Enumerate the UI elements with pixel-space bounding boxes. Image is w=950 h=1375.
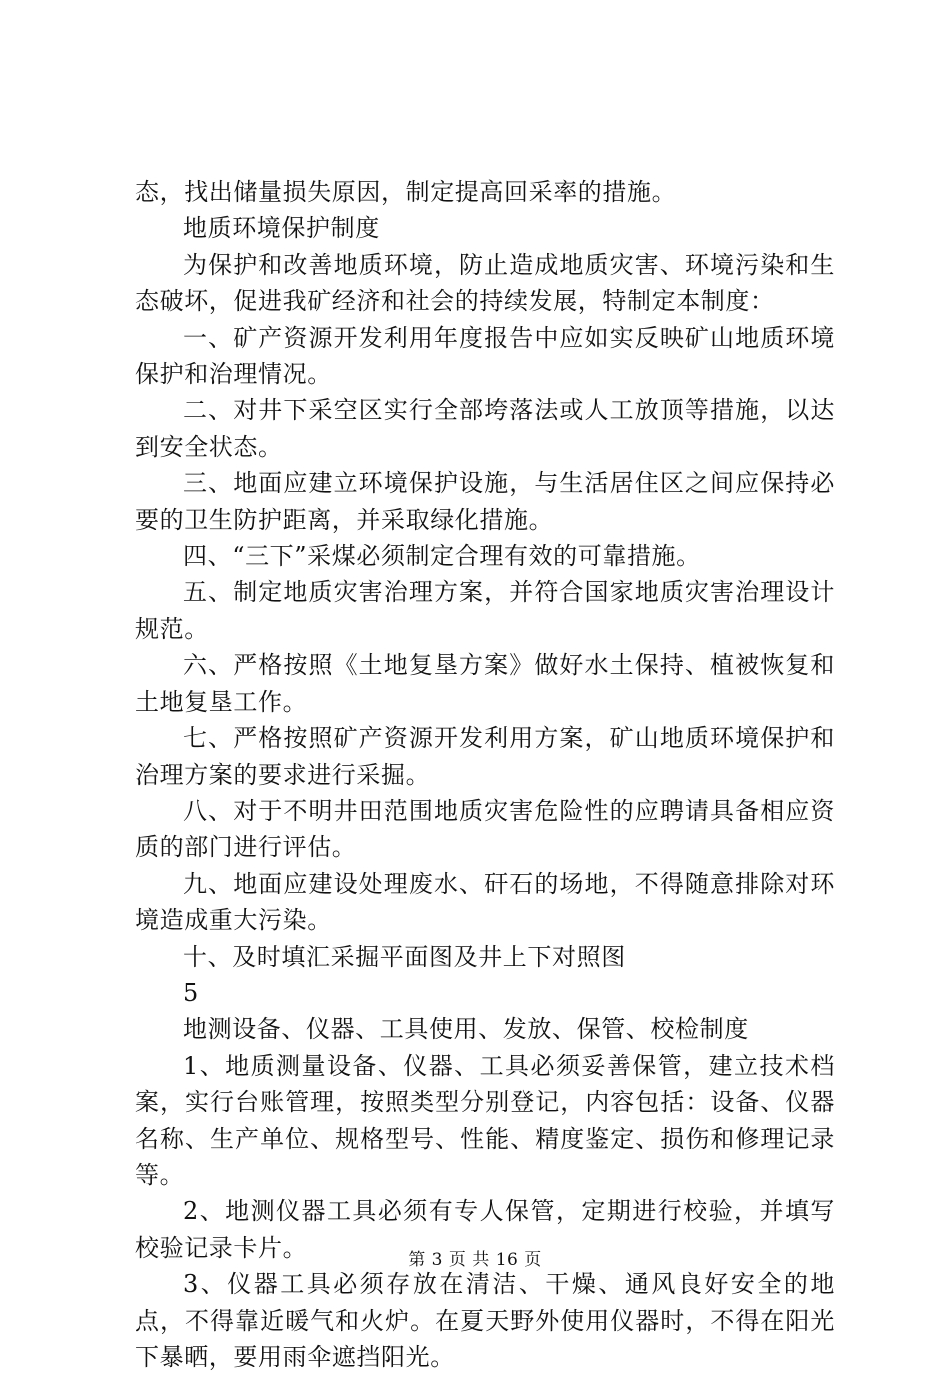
- list-item-10: 十、及时填汇采掘平面图及井上下对照图: [183, 942, 626, 971]
- rule-item-3: 3、仪器工具必须存放在清洁、干燥、通风良好安全的地点，不得靠近暖气和火炉。在夏天野外使用仪器时，不得在阳光下暴晒，要用雨伞遮挡阳光。: [135, 1270, 835, 1371]
- paragraph-intro: 为保护和改善地质环境，防止造成地质灾害、环境污染和生态破坏，促进我矿经济和社会的持续发展，特制定本制度：: [135, 250, 835, 316]
- list-item-2: 二、对井下采空区实行全部垮落法或人工放顶等措施，以达到安全状态。: [135, 396, 835, 461]
- section-heading-instruments: 地测设备、仪器、工具使用、发放、保管、校检制度: [183, 1015, 749, 1044]
- list-item-4: 四、“三下”采煤必须制定合理有效的可靠措施。: [183, 542, 701, 571]
- body-text: [135, 174, 835, 1375]
- section-number: 5: [183, 978, 199, 1007]
- list-item-8: 八、对于不明井田范围地质灾害危险性的应聘请具备相应资质的部门进行评估。: [135, 796, 835, 862]
- page-footer: 第 3 页 共 16 页: [408, 1250, 542, 1270]
- list-item-6: 六、严格按照《土地复垦方案》做好水土保持、植被恢复和土地复垦工作。: [135, 651, 835, 716]
- list-item-9: 九、地面应建设处理废水、矸石的场地，不得随意排除对环境造成重大污染。: [135, 869, 835, 935]
- list-item-1: 一、矿产资源开发利用年度报告中应如实反映矿山地质环境保护和治理情况。: [135, 323, 835, 389]
- section-heading-geo-environment: 地质环境保护制度: [183, 214, 380, 243]
- list-item-5: 五、制定地质灾害治理方案，并符合国家地质灾害治理设计规范。: [135, 578, 835, 643]
- list-item-7: 七、严格按照矿产资源开发利用方案，矿山地质环境保护和治理方案的要求进行采掘。: [135, 724, 835, 789]
- list-item-3: 三、地面应建立环境保护设施，与生活居住区之间应保持必要的卫生防护距离，并采取绿化措施。: [135, 469, 835, 534]
- rule-item-2: 2、地测仪器工具必须有专人保管，定期进行校验，并填写校验记录卡片。: [135, 1197, 835, 1262]
- paragraph-continuation: 态，找出储量损失原因，制定提高回采率的措施。: [135, 178, 677, 206]
- rule-item-1: 1、地质测量设备、仪器、工具必须妥善保管，建立技术档案，实行台账管理，按照类型分别登记，内容包括：设备、仪器名称、生产单位、规格型号、性能、精度鉴定、损伤和修理记录等。: [135, 1051, 835, 1189]
